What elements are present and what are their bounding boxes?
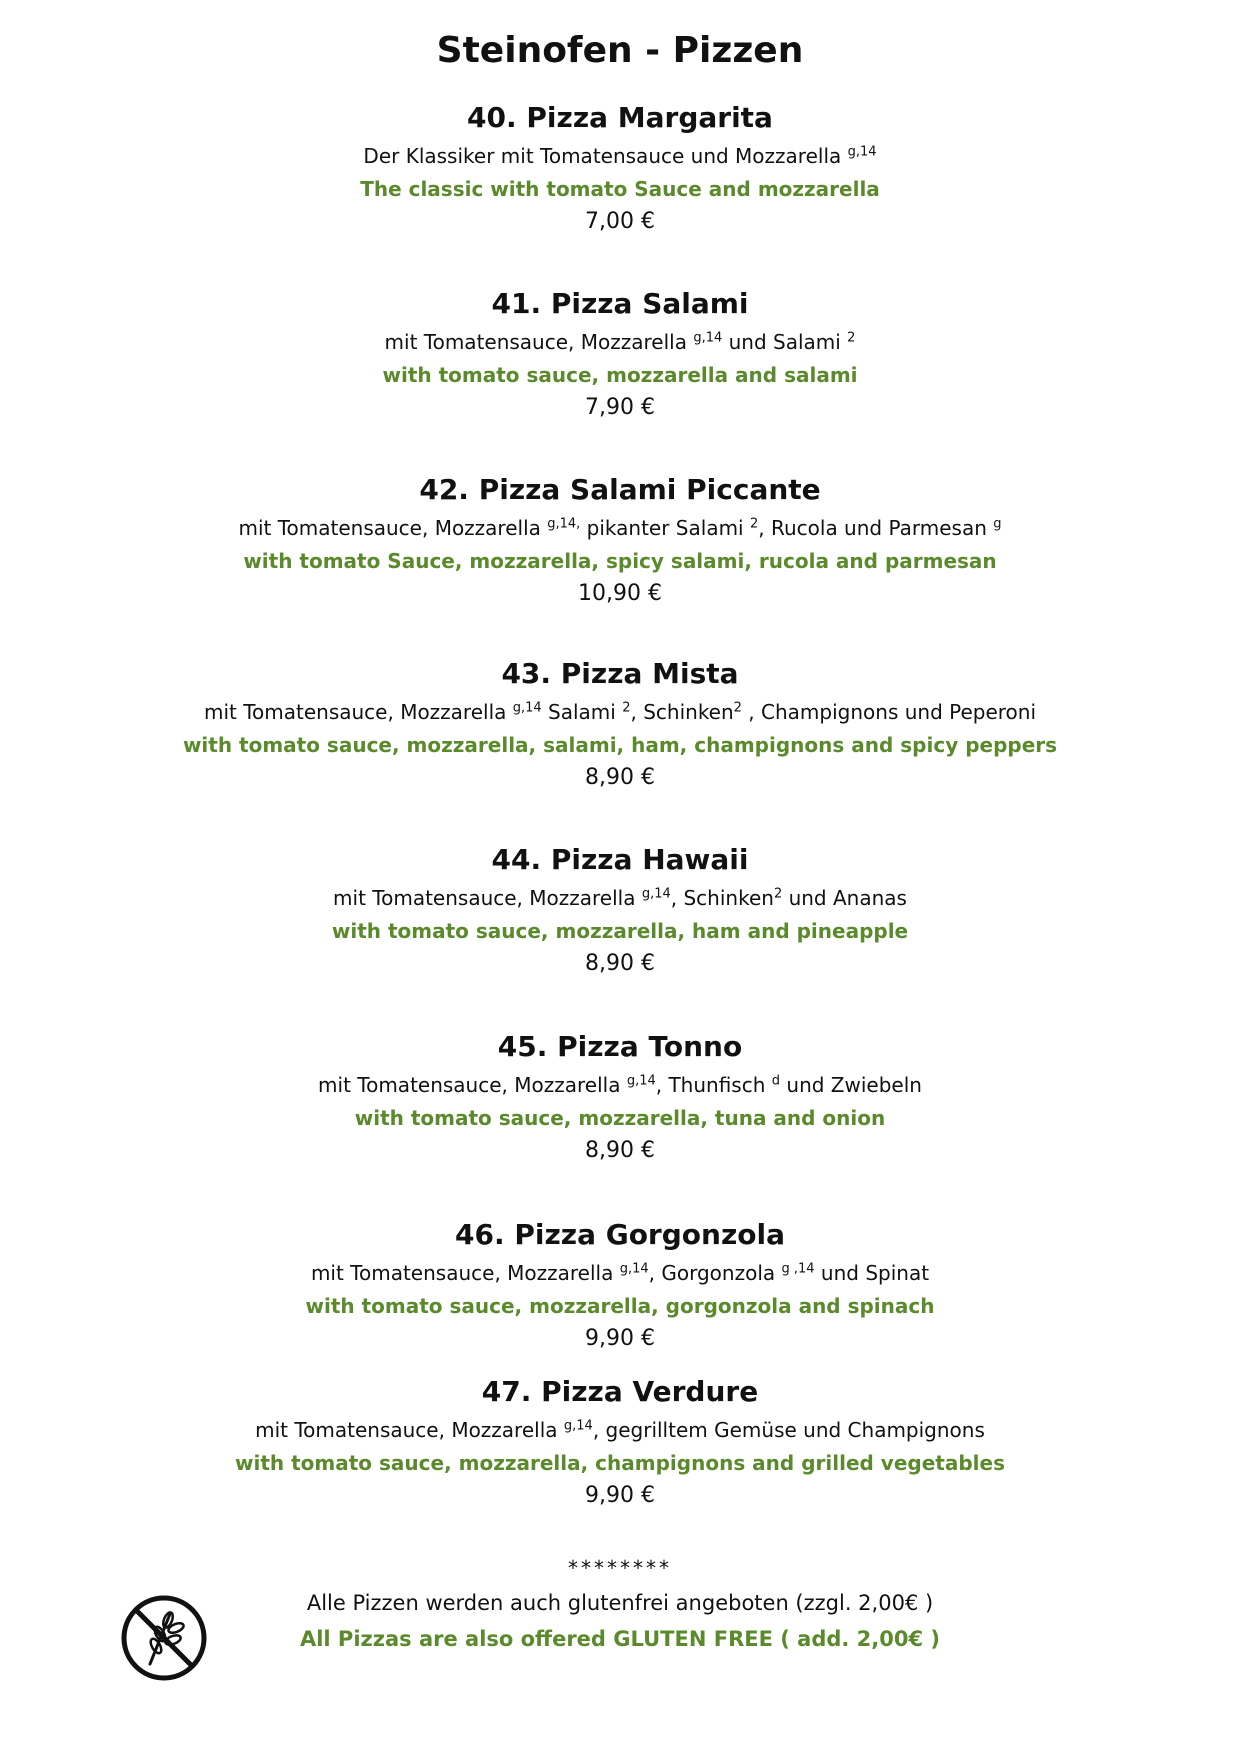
item-name: 40. Pizza Margarita xyxy=(467,101,773,134)
allergen-code: 2 xyxy=(749,516,759,532)
item-description-de: Der Klassiker mit Tomatensauce und Mozzarella $^{g,14}$ xyxy=(363,144,877,168)
item-description-en: with tomato sauce, mozzarella and salami xyxy=(382,363,858,387)
item-name: 41. Pizza Salami xyxy=(491,287,749,320)
gluten-free-note-de: Alle Pizzen werden auch glutenfrei angeboten (zzgl. 2,00€ ) xyxy=(306,1591,934,1615)
item-name: 47. Pizza Verdure xyxy=(481,1375,759,1408)
item-price: 8,90 € xyxy=(585,765,655,790)
item-name: 46. Pizza Gorgonzola xyxy=(455,1218,785,1251)
item-description-en: with tomato sauce, mozzarella, champignons and grilled vegetables xyxy=(235,1451,1005,1475)
page-title: Steinofen - Pizzen xyxy=(436,30,804,71)
allergen-code: g,14 xyxy=(626,1073,656,1089)
item-description-de: mit Tomatensauce, Mozzarella $^{g,14}$, Gorgonzola $^{g ,14}$ und Spinat xyxy=(310,1261,930,1285)
menu-item xyxy=(0,284,1240,424)
allergen-code: g xyxy=(993,516,1002,532)
gluten-free-note-en: All Pizzas are also offered GLUTEN FREE ( add. 2,00€ ) xyxy=(299,1627,941,1651)
item-description-de: mit Tomatensauce, Mozzarella $^{g,14}$, Schinken$^2$ und Ananas xyxy=(333,886,907,910)
item-name: 44. Pizza Hawaii xyxy=(491,843,749,876)
item-description-en: with tomato sauce, mozzarella, tuna and onion xyxy=(354,1106,886,1130)
menu-item xyxy=(0,1215,1240,1355)
allergen-code: 2 xyxy=(733,700,742,716)
item-description-de: mit Tomatensauce, Mozzarella $^{g,14}$, gegrilltem Gemüse und Champignons xyxy=(255,1418,985,1442)
menu-item xyxy=(0,840,1240,980)
menu-item xyxy=(0,470,1240,610)
menu-item xyxy=(0,98,1240,238)
item-price: 8,90 € xyxy=(585,951,655,976)
allergen-code: 2 xyxy=(622,700,631,716)
allergen-code: g,14 xyxy=(641,886,671,902)
item-description-en: The classic with tomato Sauce and mozzarella xyxy=(360,177,880,201)
allergen-code: g,14 xyxy=(619,1261,649,1277)
item-description-de: mit Tomatensauce, Mozzarella $^{g,14}$ Salami $^2$, Schinken$^2$ , Champignons und Peperoni xyxy=(203,700,1037,724)
item-description-en: with tomato Sauce, mozzarella, spicy salami, rucola and parmesan xyxy=(243,549,997,573)
item-price: 9,90 € xyxy=(585,1326,655,1351)
item-price: 9,90 € xyxy=(585,1483,655,1508)
allergen-code: 2 xyxy=(847,330,856,346)
allergen-code: g ,14 xyxy=(781,1261,815,1277)
item-description-de: mit Tomatensauce, Mozzarella $^{g,14}$ und Salami $^2$ xyxy=(384,330,856,354)
allergen-code: g,14, xyxy=(547,516,581,532)
item-price: 10,90 € xyxy=(578,581,662,606)
item-description-de: mit Tomatensauce, Mozzarella $^{g,14}$, Thunfisch $^d$ und Zwiebeln xyxy=(318,1073,922,1097)
item-description-en: with tomato sauce, mozzarella, gorgonzola and spinach xyxy=(305,1294,935,1318)
allergen-code: g,14 xyxy=(563,1418,593,1434)
item-price: 7,00 € xyxy=(585,209,655,234)
item-name: 42. Pizza Salami Piccante xyxy=(419,473,821,506)
menu-item xyxy=(0,1372,1240,1512)
item-price: 8,90 € xyxy=(585,1138,655,1163)
allergen-code: g,14 xyxy=(693,330,723,346)
allergen-code: 2 xyxy=(773,886,783,902)
item-description-en: with tomato sauce, mozzarella, salami, ham, champignons and spicy peppers xyxy=(182,733,1058,757)
menu-item xyxy=(0,1027,1240,1167)
item-name: 45. Pizza Tonno xyxy=(497,1030,743,1063)
separator-stars: ******** xyxy=(568,1556,672,1580)
allergen-code: d xyxy=(771,1073,781,1089)
allergen-code: g,14 xyxy=(847,144,877,160)
menu-item xyxy=(0,654,1240,794)
item-description-en: with tomato sauce, mozzarella, ham and pineapple xyxy=(331,919,909,943)
item-price: 7,90 € xyxy=(585,395,655,420)
item-name: 43. Pizza Mista xyxy=(501,657,739,690)
item-description-de: mit Tomatensauce, Mozzarella $^{g,14,}$ pikanter Salami $^2$, Rucola und Parmesan $^g$ xyxy=(238,516,1002,540)
allergen-code: g,14 xyxy=(512,700,542,716)
